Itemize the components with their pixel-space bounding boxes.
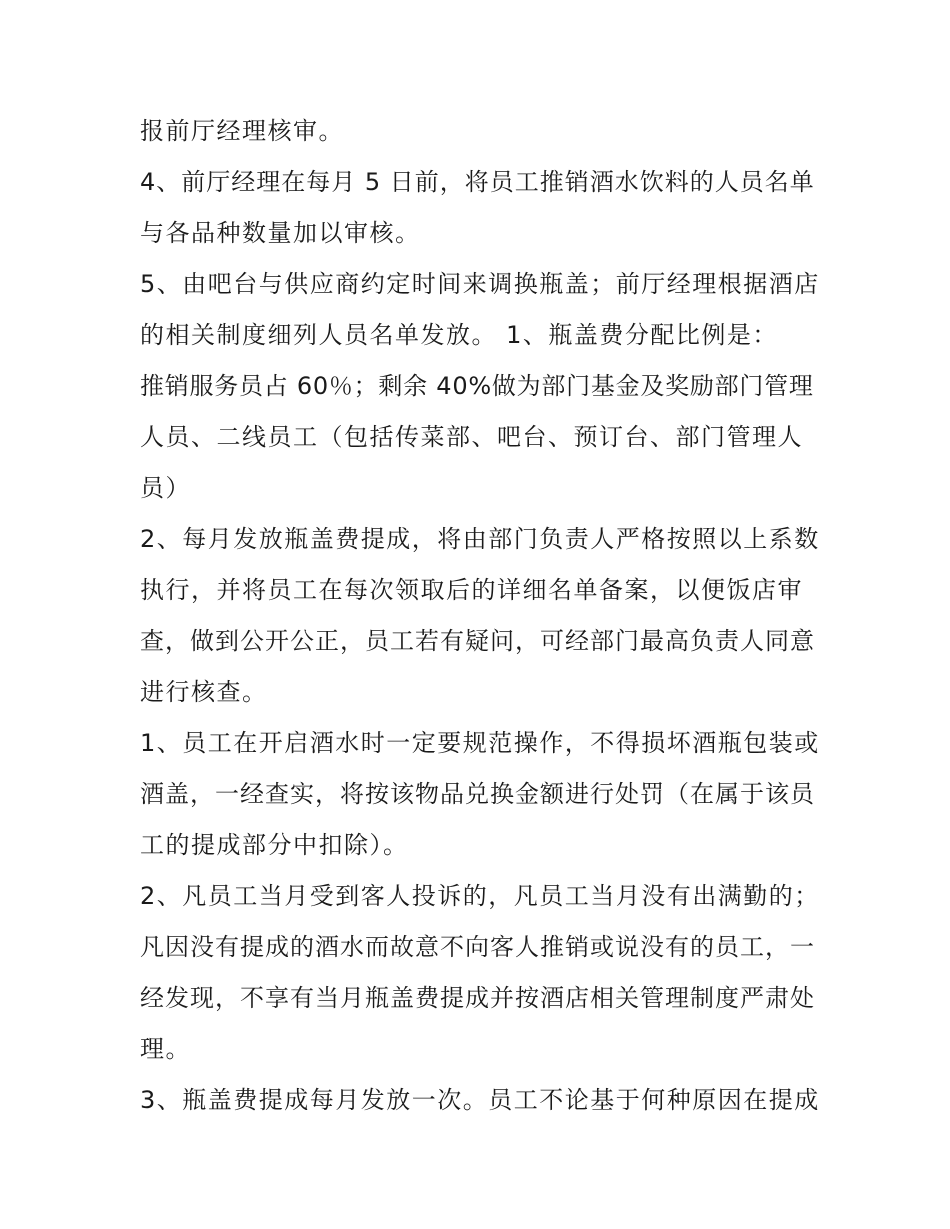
text-line: 工的提成部分中扣除）。 — [140, 831, 409, 859]
text-line: 4、前厅经理在每月 5 日前，将员工推销酒水饮料的人员名单 — [140, 168, 815, 196]
text-line: 5、由吧台与供应商约定时间来调换瓶盖；前厅经理根据酒店 — [140, 270, 820, 298]
text-line: 1、员工在开启酒水时一定要规范操作，不得损坏酒瓶包装或 — [140, 729, 820, 757]
text-line: 与各品种数量加以审核。 — [140, 219, 421, 247]
text-line: 人员、二线员工（包括传菜部、吧台、预订台、部门管理人 — [140, 423, 803, 451]
text-line: 的相关制度细列人员名单发放。 1、瓶盖费分配比例是： — [140, 321, 778, 349]
document-body — [140, 106, 820, 1126]
text-line: 进行核查。 — [140, 678, 268, 706]
text-line: 2、每月发放瓶盖费提成，将由部门负责人严格按照以上系数 — [140, 525, 820, 553]
text-line: 报前厅经理核审。 — [140, 117, 344, 145]
text-line: 推销服务员占 60％；剩余 40%做为部门基金及奖励部门管理 — [140, 372, 814, 400]
text-line: 酒盖，一经查实，将按该物品兑换金额进行处罚（在属于该员 — [140, 780, 815, 808]
text-line: 查，做到公开公正，员工若有疑问，可经部门最高负责人同意 — [140, 627, 815, 655]
text-line: 经发现，不享有当月瓶盖费提成并按酒店相关管理制度严肃处 — [140, 984, 815, 1012]
text-line: 2、凡员工当月受到客人投诉的，凡员工当月没有出满勤的； — [140, 882, 820, 910]
text-line: 凡因没有提成的酒水而故意不向客人推销或说没有的员工，一 — [140, 933, 815, 961]
text-line: 3、瓶盖费提成每月发放一次。员工不论基于何种原因在提成 — [140, 1086, 820, 1114]
text-line: 执行，并将员工在每次领取后的详细名单备案，以便饭店审 — [140, 576, 803, 604]
text-line: 员） — [140, 474, 191, 502]
text-line: 理。 — [140, 1035, 191, 1063]
